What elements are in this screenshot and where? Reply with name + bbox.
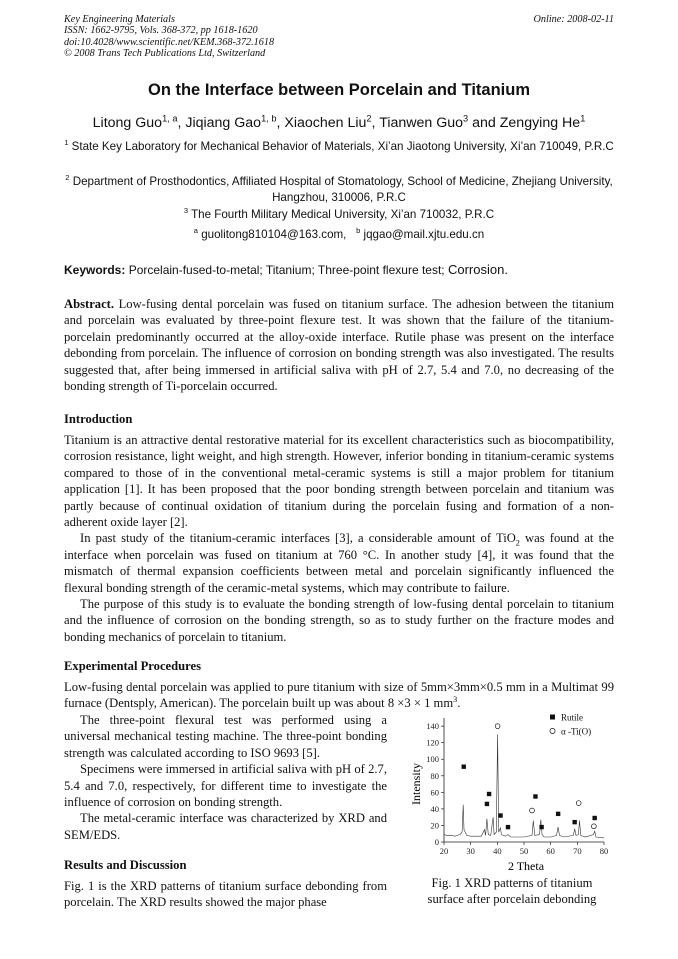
ti-marker: [591, 824, 596, 829]
affiliation-sup: 3: [183, 206, 189, 216]
exp-p1-sup: 3: [453, 695, 458, 705]
xrd-series-line: [444, 734, 604, 838]
journal-name: Key Engineering Materials: [64, 14, 175, 25]
intro-paragraph-1: Titanium is an attractive dental restorative material for its excellent characteristics such as biocompatibility, corrosion resistance, light weight, and high strength. However, inferior bonding in titanium-ceramic systems compared to those of in the conventional metal-ceramic systems is still a major problem for titanium application [1]. It has been proposed that the poor bonding strength between porcelain and titanium was partly because of continual oxidation of titanium during the porcelain fusing and formation of a non- adherent oxide layer [2].: [64, 433, 614, 530]
intro-p2-sub: 2: [515, 538, 520, 548]
y-tick-label: 80: [430, 770, 439, 781]
rutile-marker: [485, 802, 489, 806]
experimental-heading: Experimental Procedures: [64, 659, 201, 673]
email-sup: b: [356, 226, 361, 236]
ti-marker: [495, 724, 500, 729]
online-date: Online: 2008-02-11: [533, 14, 614, 25]
x-tick-label: 50: [519, 846, 529, 856]
rutile-marker: [572, 820, 576, 824]
affiliation-text: State Key Laboratory for Mechanical Behavior of Materials, Xi’an Jiaotong University, Xi’an 710049, P.R.C: [71, 140, 614, 153]
chart-markers: [462, 724, 597, 830]
experimental-paragraph-1: [64, 679, 614, 712]
rutile-marker: [539, 825, 543, 829]
y-tick-label: 120: [426, 737, 439, 748]
x-tick-label: 20: [439, 846, 449, 856]
results-paragraph-1: Fig. 1 is the XRD patterns of titanium surface debonding from porcelain. The XRD results showed the major phase: [64, 879, 387, 910]
affiliation-3: [60, 207, 618, 223]
figure-caption: [405, 875, 619, 907]
abstract: [64, 296, 614, 394]
intro-p2-b: was found at the interface when porcelain was fused on titanium at 760 °C. In another study [4], it was found that the mismatch of thermal expansion coefficients between metal and porcelain significantly influenced the flexural bonding strength of the ceramic-metal systems, which may contribute to failure.: [64, 531, 614, 595]
y-tick-label: 20: [430, 820, 439, 831]
exp-paragraph-4: The metal-ceramic interface was characterized by XRD and SEM/EDS.: [64, 811, 387, 842]
affiliation-sup: 2: [65, 173, 70, 183]
author-sup: 1, a: [162, 113, 178, 124]
abstract-text: Low-fusing dental porcelain was fused on titanium surface. The adhesion between the titanium and porcelain was evaluated by three-point flexure test. It was shown that the failure of the titanium-porcelain predominantly occurred at the alloy-oxide interface. Rutile phase was present on the interface debonding from porcelain. The influence of corrosion on bonding strength was also investigated. The results suggested that, after being immersed in artificial saliva with pH of 2.7, 5.4 and 7.0, no decreasing of the bonding strength of Ti-porcelain occurred.: [64, 297, 614, 394]
author-name: Jiqiang Gao: [185, 115, 262, 131]
legend-label: α -Ti(O): [561, 726, 592, 737]
exp-p1-a: Low-fusing dental porcelain was applied to pure titanium with size of 5mm×3mm×0.5 mm in a Multimat 99 furnace (Dentsply, American). The porcelain built up was about 8 ×3 × 1 mm: [64, 680, 614, 711]
intro-paragraph-2: [64, 530, 614, 596]
legend-rutile-marker: [550, 715, 555, 720]
rutile-marker: [462, 764, 466, 768]
legend-label: Rutile: [561, 712, 583, 723]
x-tick-label: 70: [573, 846, 582, 856]
affiliation-1: [60, 139, 618, 155]
xrd-chart: [400, 708, 620, 874]
intro-paragraph-3: The purpose of this study is to evaluate the bonding strength of low-fusing dental porcelain to titanium and the influence of corrosion on the bonding strength, so as to study further on the fracture modes and bonding mechanics of porcelain to titanium.: [64, 597, 614, 644]
intro-p2-a: In past study of the titanium-ceramic interfaces [3], a considerable amount of TiO: [80, 531, 516, 546]
affiliation-text: The Fourth Military Medical University, Xi’an 710032, P.R.C: [191, 208, 495, 221]
x-tick-label: 40: [493, 846, 502, 856]
ti-marker: [530, 808, 535, 813]
chart-series: [444, 734, 604, 838]
rutile-marker: [556, 812, 560, 816]
y-tick-label: 100: [426, 754, 439, 765]
keywords: [64, 262, 508, 277]
exp-p1-b: .: [457, 696, 461, 711]
rutile-marker: [487, 792, 491, 796]
chart-legend: [550, 713, 591, 737]
email-line: [60, 227, 618, 243]
legend-ti-marker: [550, 728, 555, 733]
issn-line: ISSN: 1662-9795, Vols. 368-372, pp 1618-1620: [64, 25, 258, 37]
paper-title: On the Interface between Porcelain and Titanium: [147, 81, 531, 99]
affiliation-2: [60, 174, 618, 206]
y-tick-label: 140: [426, 721, 439, 732]
keywords-label: Keywords:: [64, 263, 126, 277]
rutile-marker: [498, 813, 502, 817]
author-sup: 1: [580, 113, 586, 124]
caption-line-2: surface after porcelain debonding: [427, 892, 597, 906]
caption-line-1: Fig. 1 XRD patterns of titanium: [431, 876, 593, 890]
experimental-column: [64, 712, 387, 843]
y-axis-label: Intensity: [409, 763, 423, 805]
x-tick-label: 30: [466, 846, 475, 856]
author-sup: 3: [463, 113, 469, 124]
keywords-last: Corrosion.: [447, 262, 508, 277]
y-tick-label: 40: [430, 803, 439, 814]
email-sup: a: [193, 226, 198, 236]
ti-marker: [576, 801, 581, 806]
affiliation-sup: 1: [64, 138, 69, 148]
journal-header: [64, 14, 274, 60]
affiliation-text: Department of Prosthodontics, Affiliated Hospital of Stomatology, School of Medicine, Zhejiang University, Hangzhou, 310006, P.R.C: [72, 175, 613, 204]
author-name: Zengying He: [499, 115, 581, 131]
y-tick-label: 0: [434, 837, 439, 847]
introduction-body: [64, 432, 614, 645]
author-name: Litong Guo: [92, 115, 163, 131]
exp-paragraph-2: The three-point flexural test was performed using a universal mechanical testing machine. The three-point bonding strength was calculated according to ISO 9693 [5].: [64, 713, 387, 760]
doi-line: doi:10.4028/www.scientific.net/KEM.368-372.1618: [64, 36, 275, 48]
email-a: guolitong810104@163.com,: [201, 228, 347, 241]
x-tick-label: 60: [546, 846, 555, 856]
abstract-label: Abstract.: [64, 297, 115, 311]
introduction-heading: Introduction: [64, 412, 133, 426]
copyright-line: © 2008 Trans Tech Publications Ltd, Switzerland: [64, 48, 266, 60]
author-list: Litong Guo$^{1, a}$, Jiqiang Gao$^{1, b}$, Xiaochen Liu$^2$, Tianwen Guo$^3$ and Zengying He$^1$: [92, 113, 586, 131]
email-b: jqgao@mail.xjtu.edu.cn: [363, 228, 485, 241]
results-heading: Results and Discussion: [64, 858, 187, 872]
author-sup: 2: [366, 113, 372, 124]
author-name: Tianwen Guo: [379, 115, 464, 131]
y-tick-label: 60: [430, 787, 439, 798]
keywords-text: Porcelain-fused-to-metal; Titanium; Three-point flexure test;: [128, 263, 445, 277]
rutile-marker: [533, 794, 537, 798]
exp-paragraph-3: Specimens were immersed in artificial saliva with pH of 2.7, 5.4 and 7.0, respectively, for different time to investigate the influence of corrosion on bonding strength.: [64, 762, 387, 810]
rutile-marker: [506, 825, 510, 829]
x-axis-label: 2 Theta: [507, 859, 545, 873]
author-sup: 1, b: [261, 113, 277, 124]
x-tick-label: 80: [599, 846, 609, 856]
rutile-marker: [592, 816, 596, 820]
author-name: Xiaochen Liu: [284, 115, 367, 131]
